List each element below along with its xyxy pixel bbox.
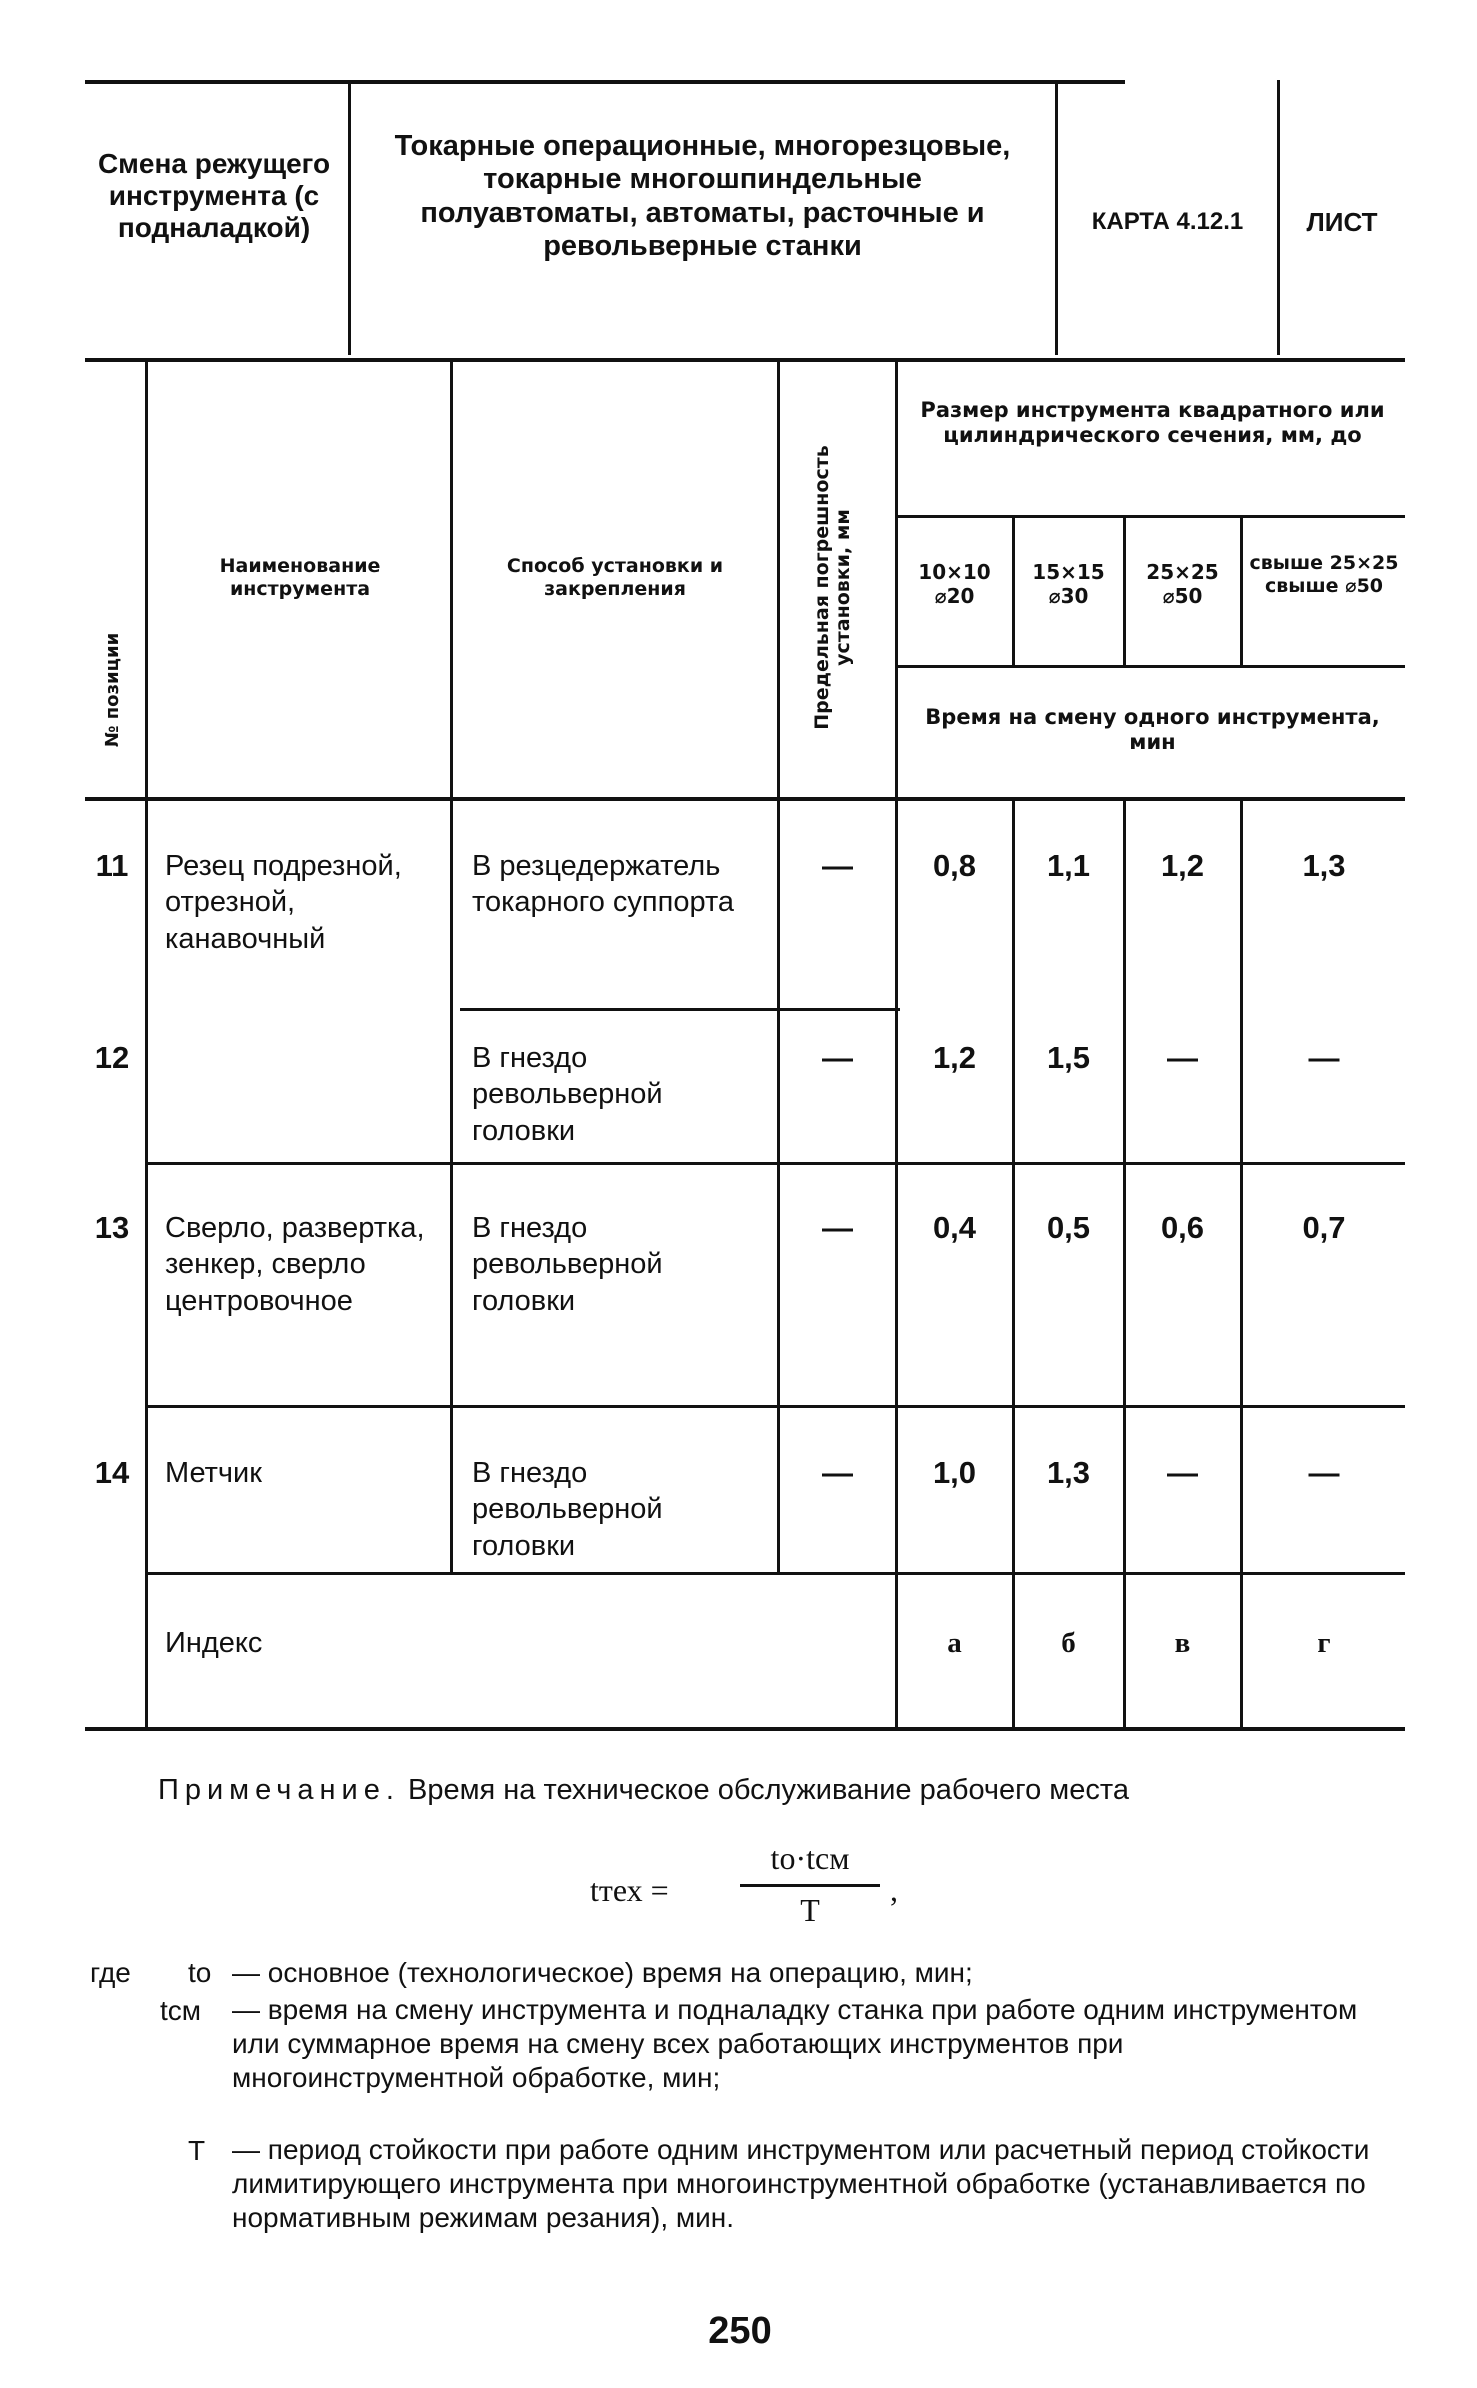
- col-method-header: Способ установки и закрепления: [506, 555, 724, 600]
- note-title: Примечание.: [158, 1774, 400, 1806]
- table-row-pos: 11: [95, 848, 129, 883]
- table-cell: 1,3: [1302, 848, 1346, 883]
- table-row-name: Резец подрезной, отрезной, канавочный: [165, 850, 402, 955]
- def-to-text: — основное (технологическое) время на операцию, мин;: [232, 1957, 973, 1988]
- table-cell: —: [1167, 1040, 1198, 1075]
- index-v: в: [1174, 1627, 1191, 1659]
- note-line: [158, 1772, 1408, 1808]
- table-row-pos: 12: [94, 1040, 130, 1075]
- table-cell: 0,7: [1302, 1210, 1346, 1245]
- formula-numerator: to·tсм: [770, 1840, 850, 1876]
- index-a: а: [947, 1627, 962, 1659]
- table-cell: 1,2: [1160, 848, 1205, 883]
- note-text: Время на техническое обслуживание рабочего места: [407, 1774, 1129, 1806]
- table-cell: —: [1308, 1040, 1340, 1075]
- card-number: КАРТА 4.12.1: [1091, 208, 1244, 235]
- table-cell: 0,6: [1160, 1210, 1205, 1245]
- index-b: б: [1061, 1627, 1076, 1659]
- table-row-error: —: [822, 1455, 853, 1490]
- table-row-pos: 14: [94, 1455, 130, 1490]
- table-row-method: В резцедержатель токарного суппорта: [472, 850, 735, 919]
- size-over-25x25: свыше 25×25 свыше ⌀50: [1249, 552, 1399, 597]
- def-T-text: — период стойкости при работе одним инструментом или расчетный период стойкости лимитирующего инструмента при многоинструментной обработке (устанавливается по нормативным режимам резания), мин.: [232, 2134, 1370, 2234]
- table-row-pos: 13: [94, 1210, 130, 1245]
- page-number: 250: [708, 2310, 772, 2352]
- size-10x10: 10×10 ⌀20: [918, 560, 991, 608]
- table-row-method: В гнездо револьверной головки: [472, 1212, 663, 1317]
- machines-title: Токарные операционные, многорезцовые, токарные многошпиндельные полуавтоматы, автоматы, расточные и револьверные станки: [394, 130, 1011, 263]
- table-cell: 1,2: [932, 1040, 977, 1075]
- size-group-header: Размер инструмента квадратного или цилиндрического сечения, мм, до: [920, 398, 1385, 448]
- table-cell: 1,3: [1046, 1455, 1091, 1490]
- sheet-label: ЛИСТ: [1306, 207, 1378, 237]
- table-row-error: —: [822, 1040, 853, 1075]
- table-cell: 0,4: [932, 1210, 977, 1245]
- index-g: г: [1317, 1627, 1331, 1659]
- table-cell: —: [1308, 1455, 1340, 1490]
- table-cell: 0,8: [932, 848, 977, 883]
- time-caption: Время на смену одного инструмента, мин: [925, 705, 1380, 755]
- table-cell: 0,5: [1046, 1210, 1091, 1245]
- table-row-error: —: [822, 1210, 853, 1245]
- formula-left: tтех =: [590, 1872, 669, 1908]
- def-tsm-text: — время на смену инструмента и подналадку станка при работе одним инструментом или суммарное время на смену всех работающих инструментов при многоинструментной обработке, мин;: [232, 1994, 1358, 2094]
- where-label: где: [90, 1957, 131, 1988]
- index-label: Индекс: [165, 1627, 263, 1659]
- def-to-sym: to: [188, 1957, 212, 1988]
- table-row-name: Сверло, развертка, зенкер, сверло центровочное: [165, 1212, 425, 1317]
- formula-denominator: T: [800, 1892, 820, 1928]
- table-cell: 1,0: [932, 1455, 977, 1490]
- table-cell: —: [1167, 1455, 1198, 1490]
- table-row-method: В гнездо револьверной головки: [472, 1042, 663, 1147]
- col-position-header: № позиции: [102, 632, 123, 748]
- table-cell: 1,5: [1046, 1040, 1091, 1075]
- table-row-error: —: [822, 848, 853, 883]
- def-T-sym: T: [188, 2135, 206, 2166]
- formula: tтех = to·tсм T ,: [590, 1840, 898, 1928]
- table-row-method: В гнездо револьверной головки: [472, 1457, 663, 1562]
- table-cell: 1,1: [1046, 848, 1091, 883]
- table-row-name: Метчик: [165, 1457, 262, 1489]
- size-25x25: 25×25 ⌀50: [1146, 560, 1219, 608]
- def-tsm-sym: tсм: [160, 1995, 202, 2026]
- size-15x15: 15×15 ⌀30: [1032, 560, 1105, 608]
- col-error-header: Предельная погрешность установки, мм: [811, 445, 854, 730]
- section-title: Смена режущего инструмента (с подналадкой): [97, 148, 331, 244]
- col-name-header: Наименование инструмента: [219, 555, 381, 600]
